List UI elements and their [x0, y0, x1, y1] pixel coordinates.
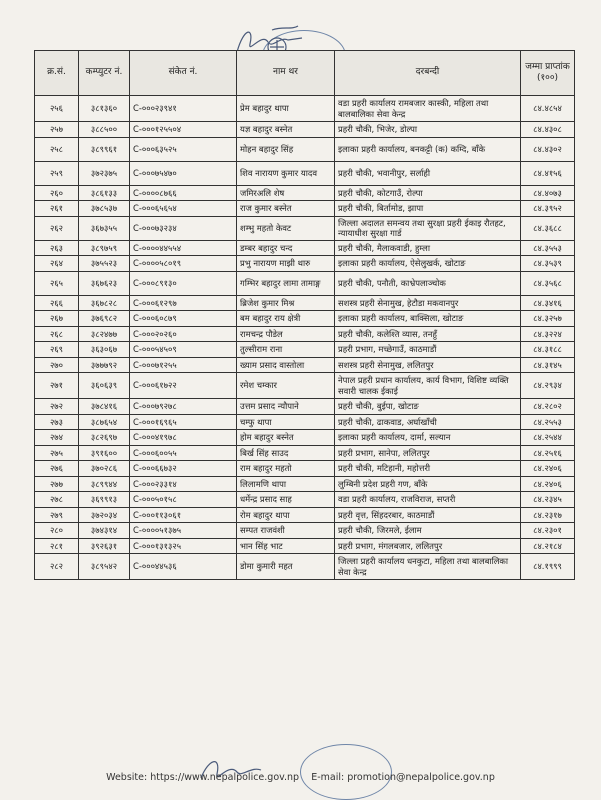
- computer-no-cell: ३७६९८२: [79, 311, 130, 327]
- code-no-cell: C-०००६१२९७: [130, 295, 237, 311]
- posting-cell: इलाका प्रहरी कार्यालय, ऐसेलुखर्क, खोटाङ: [335, 256, 521, 272]
- posting-cell: प्रहरी प्रभाग, सानेपा, ललितपुर: [335, 445, 521, 461]
- name-cell: रोम बहादुर थापा: [237, 507, 335, 523]
- posting-cell: वडा प्रहरी कार्यालय रामबजार कास्की, महिला तथा बालबालिका सेवा केन्द्र: [335, 96, 521, 122]
- table-row: [35, 507, 575, 523]
- serial-cell: २८१: [35, 538, 79, 554]
- code-no-cell: C-०००६३५२५: [130, 137, 237, 161]
- table-row: [35, 373, 575, 399]
- code-no-cell: C-००००५८०१९: [130, 256, 237, 272]
- table-row: [35, 256, 575, 272]
- posting-cell: जिल्ला अदालत समन्वय तथा सुरक्षा प्रहरी ईकाइ रौतहट, न्यायाधीश सुरक्षा गार्ड: [335, 216, 521, 240]
- name-cell: तुल्सीराम राना: [237, 342, 335, 358]
- table-row: [35, 476, 575, 492]
- header-code-no: संकेत नं.: [130, 51, 237, 96]
- table-row: [35, 137, 575, 161]
- computer-no-cell: ३८६१३३: [79, 185, 130, 201]
- score-cell: ८४.४३०८: [521, 122, 575, 138]
- code-no-cell: C-०००४४५३६: [130, 554, 237, 580]
- serial-cell: २६८: [35, 326, 79, 342]
- name-cell: ख्याम प्रसाद वास्तोला: [237, 357, 335, 373]
- posting-cell: प्रहरी चौकी, ढाकवाड, अर्घाखाँची: [335, 414, 521, 430]
- posting-cell: प्रहरी प्रभाग, मच्छेगाउँ, काठमाडौं: [335, 342, 521, 358]
- serial-cell: २५६: [35, 96, 79, 122]
- header-serial: क्र.सं.: [35, 51, 79, 96]
- table-row: [35, 461, 575, 477]
- serial-cell: २८०: [35, 523, 79, 539]
- score-cell: ८४.३४१६: [521, 295, 575, 311]
- serial-cell: २७३: [35, 414, 79, 430]
- table-row: [35, 554, 575, 580]
- table-row: [35, 122, 575, 138]
- score-cell: ८४.३६८८: [521, 216, 575, 240]
- posting-cell: प्रहरी चौकी, भिजेर, डोल्पा: [335, 122, 521, 138]
- serial-cell: २७२: [35, 399, 79, 415]
- name-cell: डम्बर बहादुर चन्द: [237, 240, 335, 256]
- serial-cell: २७९: [35, 507, 79, 523]
- computer-no-cell: ३७२०३४: [79, 507, 130, 523]
- computer-no-cell: ३६९९१३: [79, 492, 130, 508]
- table-row: [35, 216, 575, 240]
- computer-no-cell: ३८९९४४: [79, 476, 130, 492]
- score-cell: ८४.२५४४: [521, 430, 575, 446]
- code-no-cell: C-०००६५६५४: [130, 201, 237, 217]
- posting-cell: सशस्त्र प्रहरी सेनामुख, ललितपुर: [335, 357, 521, 373]
- score-cell: ८४.२८०२: [521, 399, 575, 415]
- computer-no-cell: ३८९९६१: [79, 137, 130, 161]
- computer-no-cell: ३६७८२८: [79, 295, 130, 311]
- serial-cell: २६९: [35, 342, 79, 358]
- footer-contact: [0, 772, 601, 783]
- name-cell: धर्मेन्द्र प्रसाद साह: [237, 492, 335, 508]
- computer-no-cell: ३६७३५५: [79, 216, 130, 240]
- score-cell: ८४.४०७३: [521, 185, 575, 201]
- code-no-cell: C-००००४४५५४: [130, 240, 237, 256]
- code-no-cell: C-०००१६९६५: [130, 414, 237, 430]
- name-cell: जमिरअलि शेष: [237, 185, 335, 201]
- table-row: [35, 96, 575, 122]
- code-no-cell: C-०००१२५५०४: [130, 122, 237, 138]
- posting-cell: प्रहरी चौकी, बुईपा, खोटाङ: [335, 399, 521, 415]
- table-row: [35, 311, 575, 327]
- code-no-cell: C-०००११३०६१: [130, 507, 237, 523]
- score-cell: ८४.२१८४: [521, 538, 575, 554]
- name-cell: प्रेम बहादुर थापा: [237, 96, 335, 122]
- table-row: [35, 357, 575, 373]
- name-cell: रामचन्द्र पौडेल: [237, 326, 335, 342]
- name-cell: मोहन बहादुर सिंह: [237, 137, 335, 161]
- score-cell: ८४.२५१६: [521, 445, 575, 461]
- name-cell: बिर्ख सिंह साउद: [237, 445, 335, 461]
- computer-no-cell: ३७४३१४: [79, 523, 130, 539]
- score-cell: ८४.३१८८: [521, 342, 575, 358]
- code-no-cell: C-०००६६७३२: [130, 461, 237, 477]
- computer-no-cell: ३७५५२३: [79, 256, 130, 272]
- posting-cell: प्रहरी चौकी, बिर्तामोड, झापा: [335, 201, 521, 217]
- code-no-cell: C-०००४१९७८: [130, 430, 237, 446]
- score-cell: ८४.४८५४: [521, 96, 575, 122]
- code-no-cell: C-०००७१२५५: [130, 357, 237, 373]
- computer-no-cell: ३८२४७७: [79, 326, 130, 342]
- bottom-signature-mark: [195, 750, 285, 790]
- score-cell: ८४.२४०६: [521, 461, 575, 477]
- table-row: [35, 161, 575, 185]
- computer-no-cell: ३९१६००: [79, 445, 130, 461]
- code-no-cell: C-०००१३१३२५: [130, 538, 237, 554]
- posting-cell: सशस्त्र प्रहरी सेनामुख, हेटौडा मकवानपुर: [335, 295, 521, 311]
- name-cell: डोमा कुमारी महत: [237, 554, 335, 580]
- name-cell: चम्फु थापा: [237, 414, 335, 430]
- name-cell: राज कुमार बस्नेत: [237, 201, 335, 217]
- table-row: [35, 430, 575, 446]
- computer-no-cell: ३६७६२३: [79, 271, 130, 295]
- score-cell: ८४.३१४५: [521, 357, 575, 373]
- computer-no-cell: ३७८४१६: [79, 399, 130, 415]
- posting-cell: प्रहरी वृत्त, सिंहदरबार, काठमाडौं: [335, 507, 521, 523]
- code-no-cell: C-०००२३९४१: [130, 96, 237, 122]
- serial-cell: २७४: [35, 430, 79, 446]
- score-cell: ८४.३५५३: [521, 240, 575, 256]
- name-cell: शम्भु महतो केवट: [237, 216, 335, 240]
- score-cell: ८४.१९९९: [521, 554, 575, 580]
- computer-no-cell: ३८७६५४: [79, 414, 130, 430]
- code-no-cell: C-०००७५४७०: [130, 161, 237, 185]
- serial-cell: २७१: [35, 373, 79, 399]
- roster-table: [34, 50, 575, 580]
- serial-cell: २६४: [35, 256, 79, 272]
- serial-cell: २६५: [35, 271, 79, 295]
- posting-cell: वडा प्रहरी कार्यालय, राजविराज, सप्तरी: [335, 492, 521, 508]
- table-row: [35, 326, 575, 342]
- table-row: [35, 445, 575, 461]
- table-row: [35, 271, 575, 295]
- code-no-cell: C-०००७३२३४: [130, 216, 237, 240]
- computer-no-cell: ३८१३६०: [79, 96, 130, 122]
- table-row: [35, 414, 575, 430]
- posting-cell: प्रहरी चौकी, कलेश्ति व्यास, तनहुँ: [335, 326, 521, 342]
- code-no-cell: C-०००६००५५: [130, 445, 237, 461]
- posting-cell: प्रहरी चौकी, पनौती, काभ्रेपलाञ्चोक: [335, 271, 521, 295]
- serial-cell: २५७: [35, 122, 79, 138]
- posting-cell: जिल्ला प्रहरी कार्यालय धनकुटा, महिला तथा बालबालिका सेवा केन्द्र: [335, 554, 521, 580]
- name-cell: बम बहादुर राय क्षेत्री: [237, 311, 335, 327]
- serial-cell: २७८: [35, 492, 79, 508]
- code-no-cell: C-०००६०८७९: [130, 311, 237, 327]
- score-cell: ८४.२९३४: [521, 373, 575, 399]
- computer-no-cell: ३६३०६७: [79, 342, 130, 358]
- score-cell: ८४.३२५७: [521, 311, 575, 327]
- name-cell: लिलामणि थापा: [237, 476, 335, 492]
- serial-cell: २८२: [35, 554, 79, 580]
- posting-cell: इलाका प्रहरी कार्यालय, बाक्सिला, खोटाङ: [335, 311, 521, 327]
- score-cell: ८४.३५६८: [521, 271, 575, 295]
- posting-cell: नेपाल प्रहरी प्रधान कार्यालय, कार्य विभाग, विशिष्ट व्यक्ति सवारी चालक ईकाई: [335, 373, 521, 399]
- table-row: [35, 240, 575, 256]
- table-row: [35, 538, 575, 554]
- header-posting: दरबन्दी: [335, 51, 521, 96]
- serial-cell: २६१: [35, 201, 79, 217]
- computer-no-cell: ३७८५३७: [79, 201, 130, 217]
- code-no-cell: C-०००५४५०९: [130, 342, 237, 358]
- code-no-cell: C-०००७९२७८: [130, 399, 237, 415]
- posting-cell: प्रहरी चौकी, कोटगाउँ, रोल्पा: [335, 185, 521, 201]
- score-cell: ८४.२४०६: [521, 476, 575, 492]
- posting-cell: प्रहरी चौकी, जिरमले, ईलाम: [335, 523, 521, 539]
- posting-cell: प्रहरी प्रभाग, मंगलबजार, ललितपुर: [335, 538, 521, 554]
- serial-cell: २७५: [35, 445, 79, 461]
- computer-no-cell: ३९२६३१: [79, 538, 130, 554]
- name-cell: यज्ञ बहादुर बस्नेत: [237, 122, 335, 138]
- serial-cell: २६३: [35, 240, 79, 256]
- header-name: नाम थर: [237, 51, 335, 96]
- header-computer-no: कम्प्युटर नं.: [79, 51, 130, 96]
- table-row: [35, 201, 575, 217]
- table-row: [35, 295, 575, 311]
- table-row: [35, 492, 575, 508]
- score-cell: ८४.२३१७: [521, 507, 575, 523]
- posting-cell: इलाका प्रहरी कार्यालय, दार्मा, सल्यान: [335, 430, 521, 446]
- name-cell: भान सिंह भाट: [237, 538, 335, 554]
- score-cell: ८४.२५५३: [521, 414, 575, 430]
- score-cell: ८४.३५३९: [521, 256, 575, 272]
- score-cell: ८४.३२२४: [521, 326, 575, 342]
- code-no-cell: C-००००५१३७५: [130, 523, 237, 539]
- serial-cell: २६७: [35, 311, 79, 327]
- name-cell: ब्रिजेश कुमार मिश्र: [237, 295, 335, 311]
- name-cell: रमेश चम्कार: [237, 373, 335, 399]
- score-cell: ८४.३९५२: [521, 201, 575, 217]
- posting-cell: इलाका प्रहरी कार्यालय, बनकट्टी (क) कम्दि, बाँके: [335, 137, 521, 161]
- score-cell: ८४.२३०१: [521, 523, 575, 539]
- posting-cell: प्रहरी चौकी, मटिहानी, महोत्तरी: [335, 461, 521, 477]
- code-no-cell: C-०००२३३१४: [130, 476, 237, 492]
- serial-cell: २७७: [35, 476, 79, 492]
- computer-no-cell: ३८८५००: [79, 122, 130, 138]
- table-header-row: [35, 51, 575, 96]
- name-cell: प्रभु नारायण माझी थारु: [237, 256, 335, 272]
- code-no-cell: C-०००५०१५८: [130, 492, 237, 508]
- code-no-cell: C-०००८९१३०: [130, 271, 237, 295]
- footer-website: Website: https://www.nepalpolice.gov.np: [106, 772, 300, 783]
- score-cell: ८४.२३४५: [521, 492, 575, 508]
- serial-cell: २६२: [35, 216, 79, 240]
- posting-cell: प्रहरी चौकी, भवानीपुर, सर्लाही: [335, 161, 521, 185]
- name-cell: उत्तम प्रसाद न्यौपाने: [237, 399, 335, 415]
- footer-email: E-mail: promotion@nepalpolice.gov.np: [311, 772, 495, 783]
- serial-cell: २६०: [35, 185, 79, 201]
- header-total-score: जम्मा प्राप्तांक (१००): [521, 51, 575, 96]
- table-row: [35, 185, 575, 201]
- posting-cell: लुम्बिनी प्रदेश प्रहरी गण, बाँके: [335, 476, 521, 492]
- table-row: [35, 399, 575, 415]
- name-cell: होम बहादुर बस्नेत: [237, 430, 335, 446]
- computer-no-cell: ३८९७५९: [79, 240, 130, 256]
- code-no-cell: C-०००६१७२२: [130, 373, 237, 399]
- computer-no-cell: ३८९५४२: [79, 554, 130, 580]
- serial-cell: २७०: [35, 357, 79, 373]
- name-cell: सम्पत राजवंशी: [237, 523, 335, 539]
- code-no-cell: C-००००८७६६: [130, 185, 237, 201]
- serial-cell: २६६: [35, 295, 79, 311]
- score-cell: ८४.४१५६: [521, 161, 575, 185]
- computer-no-cell: ३७२३७५: [79, 161, 130, 185]
- computer-no-cell: ३६०६३९: [79, 373, 130, 399]
- computer-no-cell: ३८२६९७: [79, 430, 130, 446]
- name-cell: गम्भिर बहादुर लामा तामाङ्ग: [237, 271, 335, 295]
- posting-cell: प्रहरी चौकी, मैलाकवाडी, हुम्ला: [335, 240, 521, 256]
- serial-cell: २५८: [35, 137, 79, 161]
- serial-cell: २७६: [35, 461, 79, 477]
- code-no-cell: C-०००२०२६०: [130, 326, 237, 342]
- score-cell: ८४.४३०२: [521, 137, 575, 161]
- table-row: [35, 342, 575, 358]
- name-cell: राम बहादुर महतो: [237, 461, 335, 477]
- computer-no-cell: ३७७७९२: [79, 357, 130, 373]
- table-row: [35, 523, 575, 539]
- serial-cell: २५९: [35, 161, 79, 185]
- name-cell: शिव नारायण कुमार यादव: [237, 161, 335, 185]
- computer-no-cell: ३७०२८६: [79, 461, 130, 477]
